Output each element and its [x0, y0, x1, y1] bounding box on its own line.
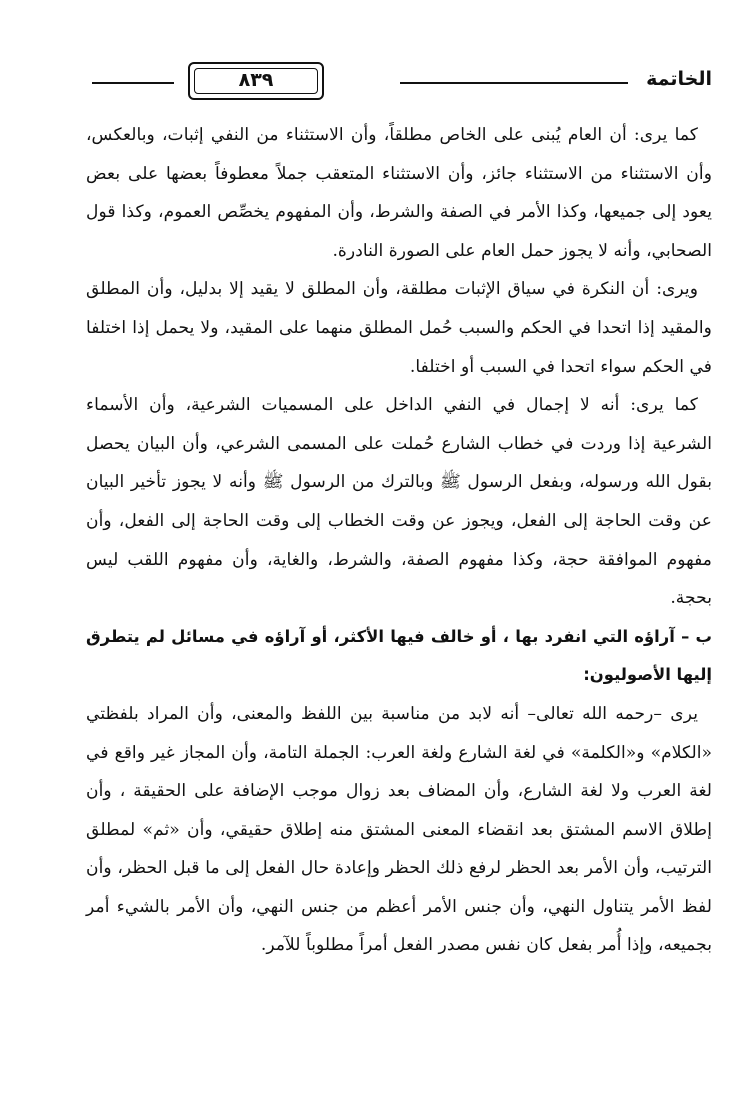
page-number-frame [188, 62, 324, 100]
page-header [86, 62, 712, 102]
paragraph-4: يرى –رحمه الله تعالى– أنه لابد من مناسبة بين اللفظ والمعنى، وأن المراد بلفظتي «الكلام» و«الكلمة» في لغة الشارع ولغة العرب: الجملة التامة، وأن المجاز غير واقع في لغة العرب ولا لغة الشارع، وأن المضاف بعد زوال موجب الإضافة على الحقيقة ، وأن إطلاق الاسم المشتق بعد انقضاء المعنى المشتق منه إطلاق حقيقي، وأن «ثم» لمطلق الترتيب، وأن الأمر بعد الحظر لرفع ذلك الحظر وإعادة حال الفعل إلى ما قبل الحظر، وأن لفظ الأمر يتناول النهي، وأن جنس الأمر أعظم من جنس النهي، وأن الأمر بالشيء أمر بجميعه، وإذا أُمر بفعل كان نفس مصدر الفعل أمراً مطلوباً للآمر. [86, 703, 712, 956]
header-rule-right [400, 82, 628, 84]
paragraph-3: كما يرى: أنه لا إجمال في النفي الداخل على المسميات الشرعية، وأن الأسماء الشرعية إذا وردت في خطاب الشارع حُملت على المسمى الشرعي، وأن البيان يحصل بقول الله ورسوله، وبفعل الرسول ﷺ وبالترك من الرسول ﷺ وأنه لا يجوز تأخير البيان عن وقت الحاجة إلى الفعل، ويجوز عن وقت الخطاب إلى وقت الحاجة إلى الفعل، وأن مفهوم الموافقة حجة، وكذا مفهوم الصفة، والشرط، والغاية، وأن مفهوم اللقب ليس بحجة. [86, 395, 712, 609]
header-rule-left [92, 82, 174, 84]
running-title: الخاتمة [646, 68, 712, 90]
page-body [86, 116, 712, 965]
paragraph-2: ويرى: أن النكرة في سياق الإثبات مطلقة، وأن المطلق لا يقيد إلا بدليل، وأن المطلق والمقيد إذا اتحدا في الحكم والسبب حُمل المطلق منهما على المقيد، ولا يحمل إذا اختلفا في الحكم سواء اتحدا في السبب أو اختلفا. [86, 279, 712, 377]
section-heading: ب – آراؤه التي انفرد بها ، أو خالف فيها الأكثر، أو آراؤه في مسائل لم يتطرق إليها الأصوليون: [86, 626, 712, 685]
page-number: ٨٣٩ [238, 69, 274, 91]
paragraph-1: كما يرى: أن العام يُبنى على الخاص مطلقاً، وأن الاستثناء من النفي إثبات، وبالعكس، وأن الاستثناء من الاستثناء جائز، وأن الاستثناء المتعقب جملاً معطوفاً بعضها على بعض يعود إلى جميعها، وكذا الأمر في الصفة والشرط، وأن المفهوم يخصِّص العموم، وكذا قول الصحابي، وأنه لا يجوز حمل العام على الصورة النادرة. [86, 125, 712, 261]
